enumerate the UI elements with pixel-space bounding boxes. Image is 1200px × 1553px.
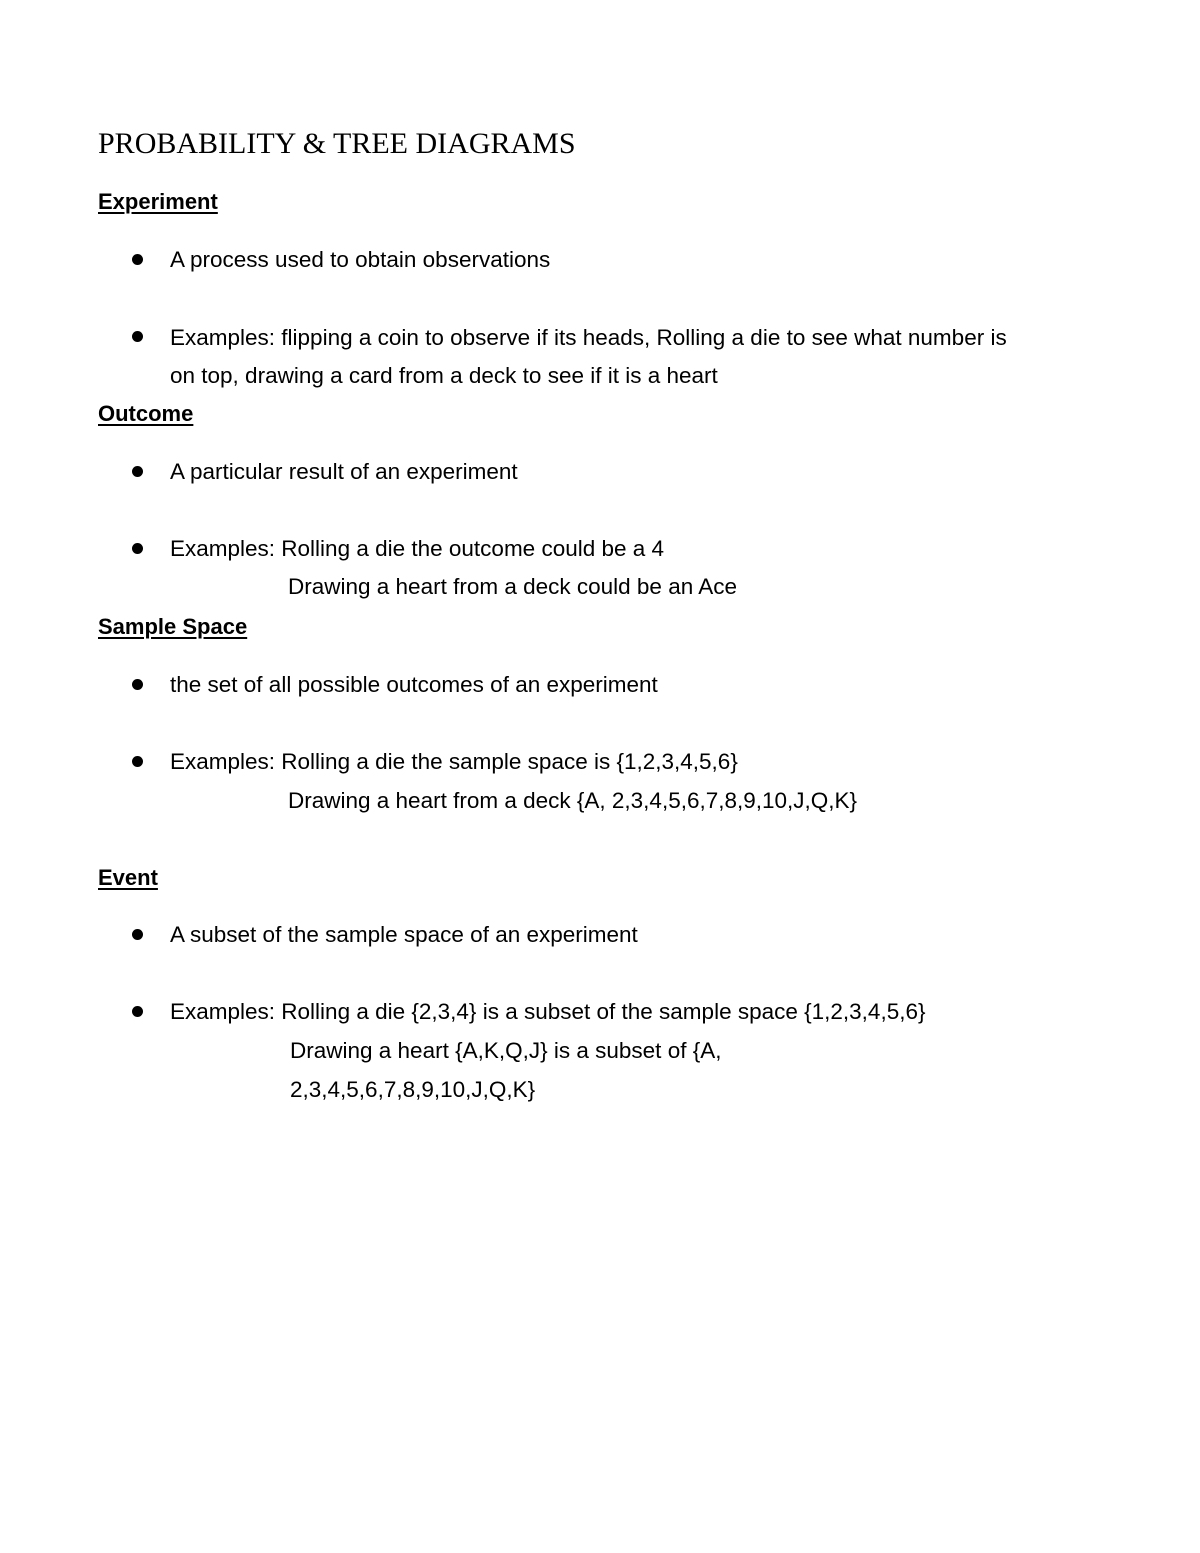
bullet-icon xyxy=(132,466,143,477)
bullet-icon xyxy=(132,331,143,342)
example-text-continued: Drawing a heart from a deck {A, 2,3,4,5,6,7,8,9,10,J,Q,K} xyxy=(288,788,858,813)
example-text-continued: 2,3,4,5,6,7,8,9,10,J,Q,K} xyxy=(290,1077,536,1102)
bullet-icon xyxy=(132,543,143,554)
example-text: Examples: Rolling a die the outcome could be a 4 xyxy=(170,536,665,561)
example-text: Examples: Rolling a die the sample space is {1,2,3,4,5,6} xyxy=(170,749,738,774)
section-heading-outcome: Outcome xyxy=(98,401,194,426)
section-heading-sample-space: Sample Space xyxy=(98,614,248,639)
definition-text: A subset of the sample space of an experiment xyxy=(170,922,638,947)
example-text-continued: on top, drawing a card from a deck to see if it is a heart xyxy=(170,363,718,388)
example-text-continued: Drawing a heart from a deck could be an Ace xyxy=(288,574,738,599)
example-text: Examples: Rolling a die {2,3,4} is a subset of the sample space {1,2,3,4,5,6} xyxy=(170,999,926,1024)
section-heading-event: Event xyxy=(98,865,158,890)
bullet-icon xyxy=(132,929,143,940)
bullet-icon xyxy=(132,756,143,767)
example-text: Examples: flipping a coin to observe if its heads, Rolling a die to see what number is xyxy=(170,325,1007,350)
definition-text: A process used to obtain observations xyxy=(170,247,551,272)
bullet-icon xyxy=(132,679,143,690)
section-heading-experiment: Experiment xyxy=(98,189,218,214)
definition-text: the set of all possible outcomes of an experiment xyxy=(170,672,658,697)
definition-text: A particular result of an experiment xyxy=(170,459,518,484)
bullet-icon xyxy=(132,254,143,265)
bullet-icon xyxy=(132,1006,143,1017)
example-text-continued: Drawing a heart {A,K,Q,J} is a subset of {A, xyxy=(290,1038,722,1063)
page-title: PROBABILITY & TREE DIAGRAMS xyxy=(98,127,576,160)
